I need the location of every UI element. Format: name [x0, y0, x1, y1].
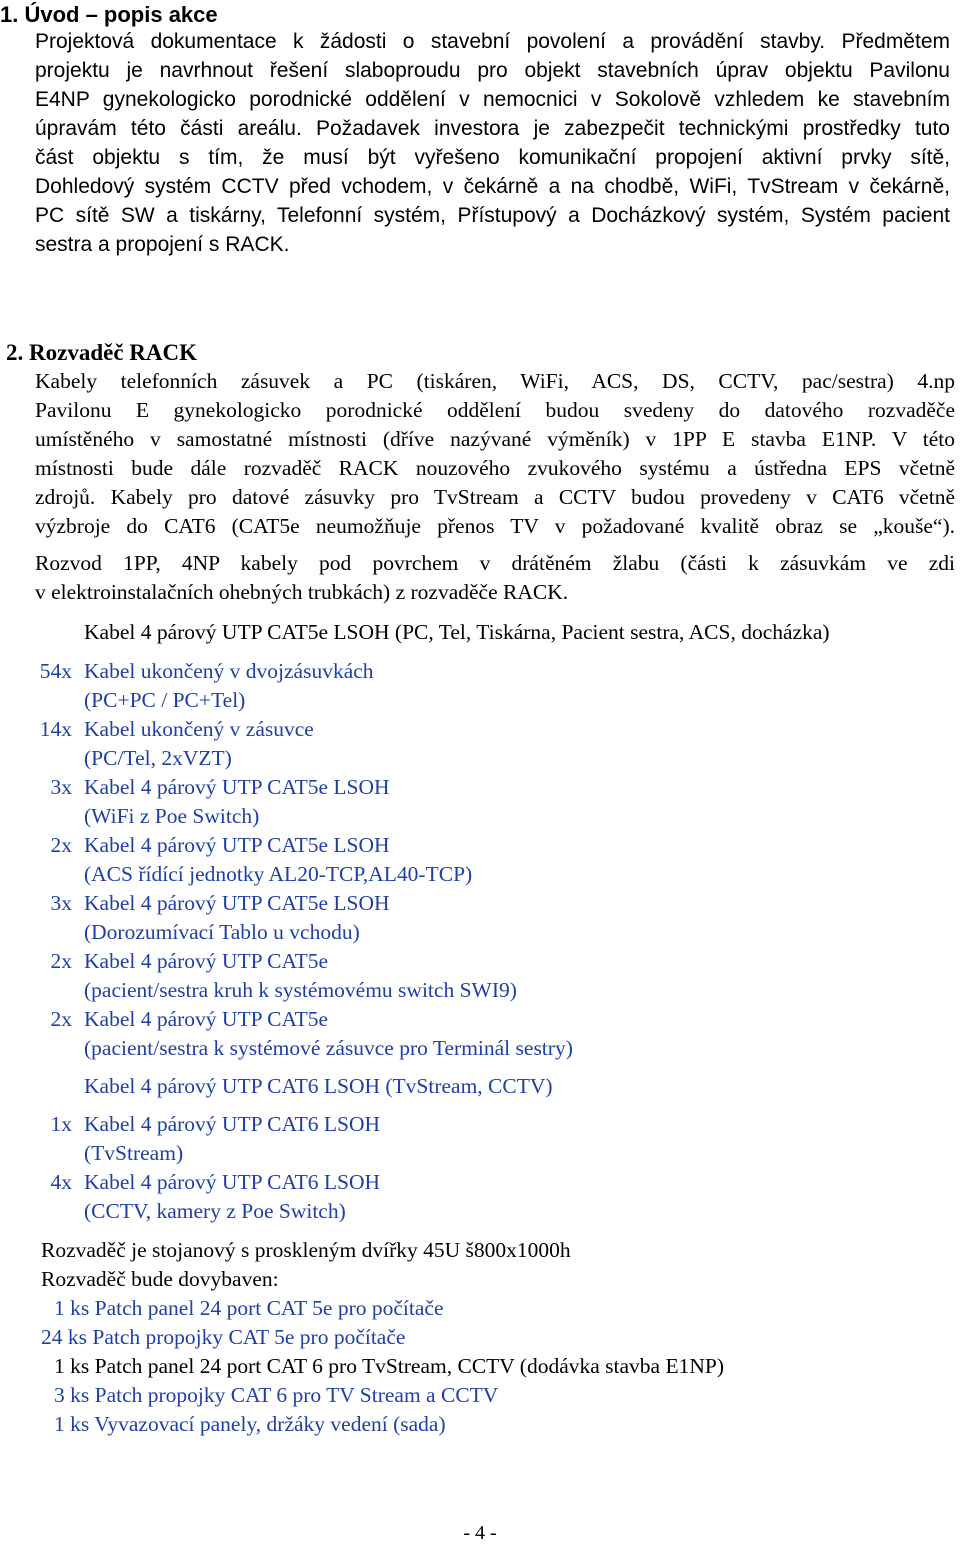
- item-description: Kabel ukončený v zásuvce: [84, 717, 314, 741]
- paragraph-line: E4NP gynekologicko porodnické oddělení v nemocnici v Sokolově vzhledem ke stavebním: [35, 88, 950, 111]
- item-description: Kabel 4 párový UTP CAT6 LSOH: [84, 1112, 380, 1136]
- item-detail: (PC/Tel, 2xVZT): [84, 746, 232, 770]
- section-2-heading: 2. Rozvaděč RACK: [6, 340, 197, 365]
- paragraph-line: v elektroinstalačních ohebných trubkách) z rozvaděče RACK.: [35, 580, 569, 604]
- item-quantity: 2x: [50, 833, 72, 857]
- paragraph-line: úpravám této části areálu. Požadavek investora je zabezpečit technickými prostředky tuto: [35, 117, 950, 140]
- paragraph-line: Kabely telefonních zásuvek a PC (tiskáren, WiFi, ACS, DS, CCTV, pac/sestra) 4.np: [35, 369, 955, 393]
- equipment-item: 1 ks Vyvazovací panely, držáky vedení (sada): [54, 1412, 446, 1436]
- list-item: [0, 775, 960, 804]
- list-item: [0, 1170, 960, 1199]
- paragraph-line: Pavilonu E gynekologicko porodnické oddělení budou svedeny do datového rozvaděče: [35, 398, 955, 422]
- item-description: Kabel 4 párový UTP CAT5e LSOH: [84, 891, 390, 915]
- cat5-cable-title: Kabel 4 párový UTP CAT5e LSOH (PC, Tel, Tiskárna, Pacient sestra, ACS, docházka): [84, 620, 830, 644]
- equipment-item: 24 ks Patch propojky CAT 5e pro počítače: [41, 1325, 406, 1349]
- paragraph-line: Dohledový systém CCTV před vchodem, v čekárně a na chodbě, WiFi, TvStream v čekárně,: [35, 175, 950, 198]
- item-quantity: 14x: [39, 717, 72, 741]
- paragraph-line: Rozvod 1PP, 4NP kabely pod povrchem v drátěném žlabu (části k zásuvkám ve zdi: [35, 551, 955, 575]
- equipment-item: 1 ks Patch panel 24 port CAT 5e pro počítače: [54, 1296, 444, 1320]
- list-item-detail: [0, 1036, 960, 1065]
- item-quantity: 2x: [50, 1007, 72, 1031]
- item-description: Kabel 4 párový UTP CAT6 LSOH: [84, 1170, 380, 1194]
- section-1-heading: 1. Úvod – popis akce: [0, 2, 218, 27]
- item-quantity: 4x: [50, 1170, 72, 1194]
- cat6-cable-title: Kabel 4 párový UTP CAT6 LSOH (TvStream, CCTV): [84, 1074, 553, 1098]
- list-item-detail: [0, 688, 960, 717]
- paragraph-line: Projektová dokumentace k žádosti o stavební povolení a provádění stavby. Předmětem: [35, 30, 950, 53]
- list-item: [0, 1112, 960, 1141]
- item-detail: (pacient/sestra kruh k systémovému switch SWI9): [84, 978, 517, 1002]
- paragraph-line: PC sítě SW a tiskárny, Telefonní systém, Přístupový a Docházkový systém, Systém pacient: [35, 204, 950, 227]
- paragraph-line: část objektu s tím, že musí být vyřešeno komunikační propojení aktivní prvky sítě,: [35, 146, 950, 169]
- paragraph-line: sestra a propojení s RACK.: [35, 233, 290, 256]
- item-detail: (CCTV, kamery z Poe Switch): [84, 1199, 346, 1223]
- page-number: - 4 -: [463, 1522, 497, 1544]
- paragraph-line: výzbroje do CAT6 (CAT5e neumožňuje přenos TV v požadované kvalitě obraz se „kouše“).: [35, 514, 955, 538]
- equipment-item: 3 ks Patch propojky CAT 6 pro TV Stream a CCTV: [54, 1383, 499, 1407]
- item-description: Kabel ukončený v dvojzásuvkách: [84, 659, 374, 683]
- list-item: [0, 833, 960, 862]
- list-item-detail: [0, 804, 960, 833]
- item-detail: (Dorozumívací Tablo u vchodu): [84, 920, 360, 944]
- item-detail: (ACS řídící jednotky AL20-TCP,AL40-TCP): [84, 862, 473, 886]
- item-description: Kabel 4 párový UTP CAT5e: [84, 1007, 329, 1031]
- item-description: Kabel 4 párový UTP CAT5e LSOH: [84, 833, 390, 857]
- rack-description: Rozvaděč je stojanový s proskleným dvířky 45U š800x1000h: [41, 1238, 571, 1262]
- list-item-detail: [0, 746, 960, 775]
- equipment-item: 1 ks Patch panel 24 port CAT 6 pro TvStream, CCTV (dodávka stavba E1NP): [54, 1354, 725, 1378]
- item-quantity: 3x: [50, 891, 72, 915]
- list-item: [0, 891, 960, 920]
- item-quantity: 2x: [50, 949, 72, 973]
- item-quantity: 54x: [39, 659, 72, 683]
- list-item-detail: [0, 920, 960, 949]
- list-item-detail: [0, 978, 960, 1007]
- item-detail: (WiFi z Poe Switch): [84, 804, 260, 828]
- list-item: [0, 949, 960, 978]
- paragraph-line: místnosti bude dále rozvaděč RACK nouzového zvukového systému a ústředna EPS včetně: [35, 456, 955, 480]
- list-item: [0, 659, 960, 688]
- paragraph-line: umístěného v samostatné místnosti (dříve nazývané výměník) v 1PP E stavba E1NP. V této: [35, 427, 955, 451]
- list-item-detail: [0, 862, 960, 891]
- item-description: Kabel 4 párový UTP CAT5e LSOH: [84, 775, 390, 799]
- list-item: [0, 717, 960, 746]
- item-detail: (pacient/sestra k systémové zásuvce pro Terminál sestry): [84, 1036, 573, 1060]
- list-item: [0, 1007, 960, 1036]
- list-item-detail: [0, 1141, 960, 1170]
- item-detail: (PC+PC / PC+Tel): [84, 688, 246, 712]
- rack-equipment-intro: Rozvaděč bude dovybaven:: [41, 1267, 279, 1291]
- item-quantity: 3x: [50, 775, 72, 799]
- paragraph-line: projektu je navrhnout řešení slaboproudu pro objekt stavebních úprav objektu Pavilonu: [35, 59, 950, 82]
- item-detail: (TvStream): [84, 1141, 184, 1165]
- item-quantity: 1x: [50, 1112, 72, 1136]
- item-description: Kabel 4 párový UTP CAT5e: [84, 949, 329, 973]
- list-item-detail: [0, 1199, 960, 1228]
- paragraph-line: zdrojů. Kabely pro datové zásuvky pro TvStream a CCTV budou provedeny v CAT6 včetně: [35, 485, 955, 509]
